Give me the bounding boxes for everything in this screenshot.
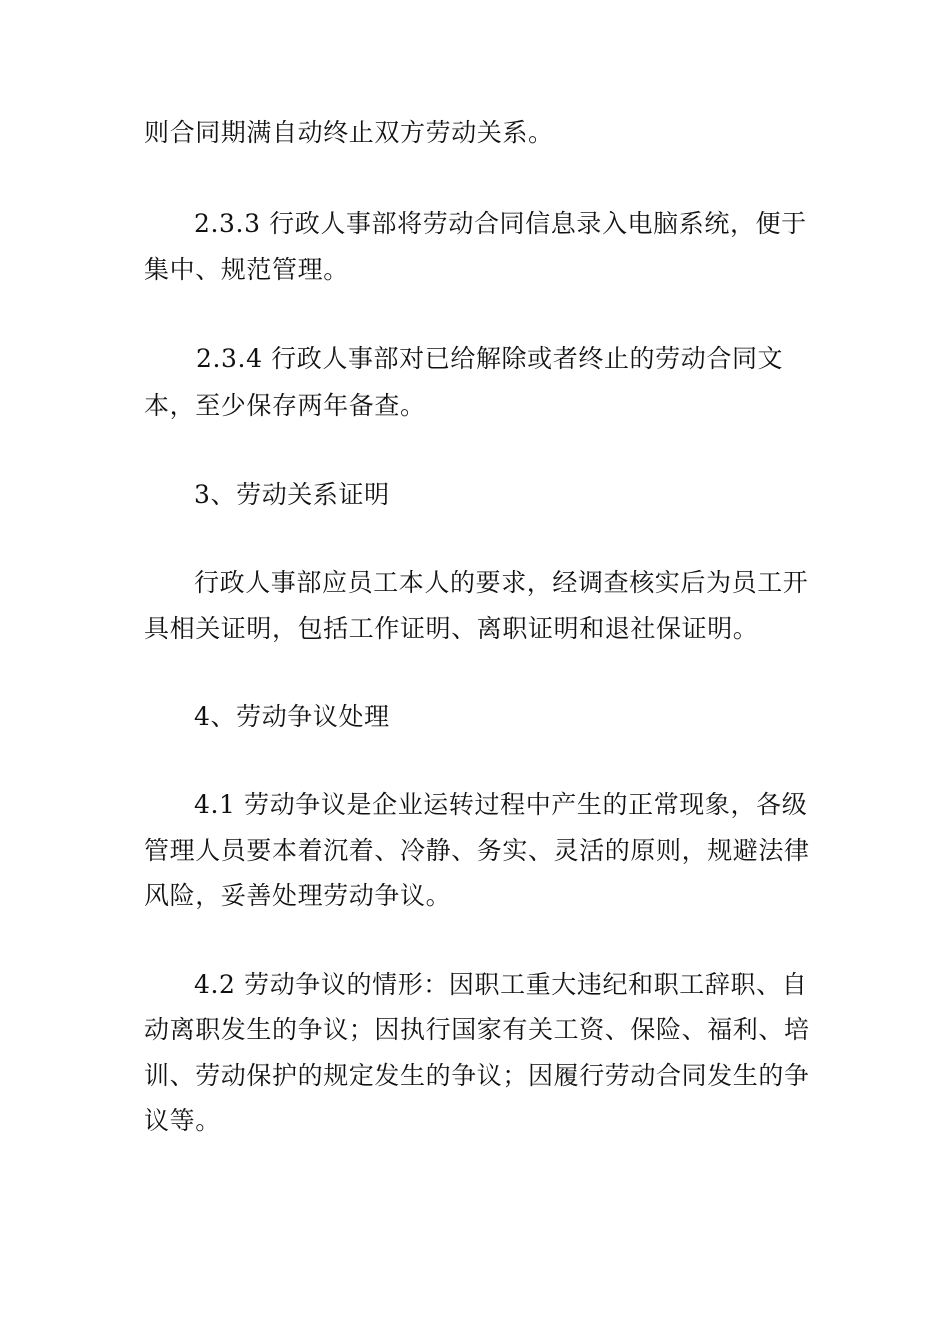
text-line-section-2-3-3: 2.3.3 行政人事部将劳动合同信息录入电脑系统，便于 [194, 209, 807, 238]
text-line: 风险，妥善处理劳动争议。 [144, 881, 452, 910]
text-line: 则合同期满自动终止双方劳动关系。 [144, 118, 554, 147]
section-heading-3: 3、劳动关系证明 [194, 480, 390, 509]
text-line: 动离职发生的争议；因执行国家有关工资、保险、福利、培 [144, 1015, 810, 1044]
text-line-section-2-3-4: 2.3.4 行政人事部对已给解除或者终止的劳动合同文 [196, 344, 784, 373]
text-line-section-4-2: 4.2 劳动争议的情形：因职工重大违纪和职工辞职、自 [194, 970, 808, 999]
text-line: 集中、规范管理。 [144, 255, 349, 284]
text-line: 议等。 [144, 1106, 221, 1135]
section-heading-4: 4、劳动争议处理 [194, 702, 390, 731]
text-line: 行政人事部应员工本人的要求，经调查核实后为员工开 [194, 568, 809, 597]
text-line: 训、劳动保护的规定发生的争议；因履行劳动合同发生的争 [144, 1061, 810, 1090]
text-line: 具相关证明，包括工作证明、离职证明和退社保证明。 [144, 614, 759, 643]
text-line: 管理人员要本着沉着、冷静、务实、灵活的原则，规避法律 [144, 836, 810, 865]
text-line-section-4-1: 4.1 劳动争议是企业运转过程中产生的正常现象，各级 [194, 790, 808, 819]
text-line: 本，至少保存两年备查。 [144, 391, 426, 420]
